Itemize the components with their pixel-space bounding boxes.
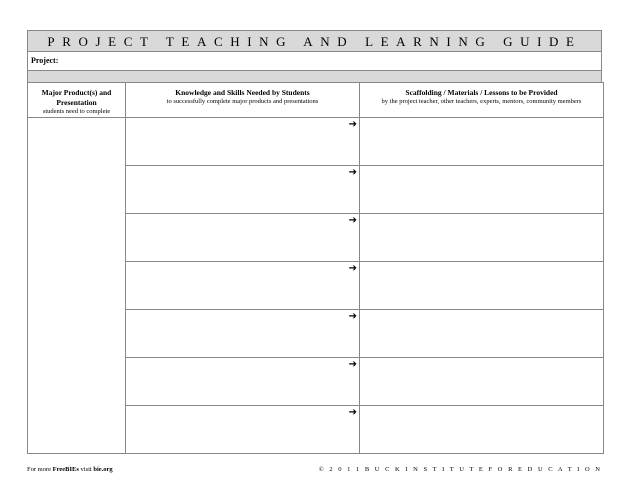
right-arrow-icon: ➔ <box>348 407 357 418</box>
right-arrow-icon: ➔ <box>348 167 357 178</box>
right-arrow-icon: ➔ <box>348 119 357 130</box>
column-header-scaffolding <box>360 83 604 118</box>
knowledge-entry-cell[interactable] <box>126 310 360 358</box>
table-row <box>28 118 604 166</box>
products-entry-cell[interactable] <box>28 118 126 454</box>
column-heading: Scaffolding / Materials / Lessons to be Provided <box>405 88 558 97</box>
knowledge-entry-cell[interactable] <box>126 358 360 406</box>
scaffolding-entry-cell[interactable] <box>360 118 604 166</box>
knowledge-entry-cell[interactable] <box>126 262 360 310</box>
header-divider-strip <box>27 70 602 82</box>
project-field[interactable] <box>27 51 602 70</box>
page-title: PROJECT TEACHING AND LEARNING GUIDE <box>27 30 602 51</box>
project-label: Project: <box>31 56 59 65</box>
footer-site-link[interactable]: bie.org <box>93 466 113 473</box>
footer-copyright: © 2 0 1 1 B U C K I N S T I T U T E F O R E D U C A T I O N <box>318 466 602 473</box>
footer-freebies-note <box>27 466 113 473</box>
knowledge-entry-cell[interactable] <box>126 118 360 166</box>
right-arrow-icon: ➔ <box>348 359 357 370</box>
column-header-knowledge <box>126 83 360 118</box>
column-header-products <box>28 83 126 118</box>
scaffolding-entry-cell[interactable] <box>360 358 604 406</box>
knowledge-entry-cell[interactable] <box>126 166 360 214</box>
right-arrow-icon: ➔ <box>348 215 357 226</box>
footer-prefix: For more <box>27 466 52 473</box>
guide-table <box>27 82 604 454</box>
right-arrow-icon: ➔ <box>348 263 357 274</box>
guide-sheet <box>27 30 602 454</box>
column-heading: Major Product(s) and Presentation <box>41 88 112 107</box>
scaffolding-entry-cell[interactable] <box>360 310 604 358</box>
footer-middle: visit <box>80 466 92 473</box>
knowledge-entry-cell[interactable] <box>126 406 360 454</box>
footer-brand: FreeBIEs <box>52 466 79 473</box>
column-subheading: students need to complete <box>42 108 111 115</box>
right-arrow-icon: ➔ <box>348 311 357 322</box>
header-row <box>28 83 604 118</box>
scaffolding-entry-cell[interactable] <box>360 214 604 262</box>
knowledge-entry-cell[interactable] <box>126 214 360 262</box>
scaffolding-entry-cell[interactable] <box>360 262 604 310</box>
scaffolding-entry-cell[interactable] <box>360 406 604 454</box>
column-subheading: to successfully complete major products and presentations <box>166 98 319 105</box>
column-subheading: by the project teacher, other teachers, experts, mentors, community members <box>381 98 582 105</box>
scaffolding-entry-cell[interactable] <box>360 166 604 214</box>
column-heading: Knowledge and Skills Needed by Students <box>175 88 310 97</box>
